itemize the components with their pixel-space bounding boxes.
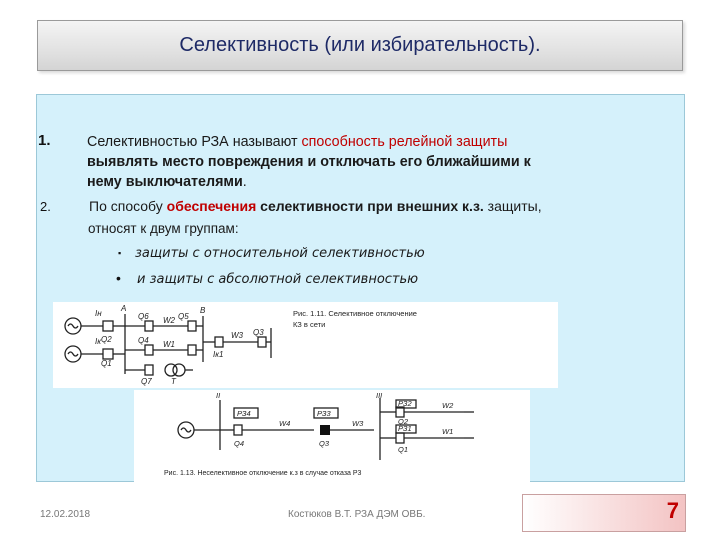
svg-text:Q1: Q1 (398, 445, 409, 454)
svg-text:A: A (121, 304, 127, 313)
item-1-plain: Селективностью РЗА называют (87, 134, 302, 150)
svg-text:Q4: Q4 (234, 439, 245, 448)
svg-text:Q2: Q2 (101, 335, 112, 344)
svg-text:РЗ4: РЗ4 (237, 409, 251, 418)
svg-text:II: II (216, 391, 221, 400)
svg-text:Q3: Q3 (319, 439, 330, 448)
item-1-line-3-bold: нему выключателями (87, 174, 243, 190)
figure-1-diagram (53, 302, 558, 388)
item-1-line-2: выявлять место повреждения и отключать его ближайшими к (87, 154, 531, 170)
item-2-plain-start: По способу (89, 198, 167, 214)
item-2-plain-end: защиты, (483, 198, 542, 214)
svg-text:W2: W2 (163, 316, 175, 325)
svg-text:III: III (376, 391, 383, 400)
svg-text:РЗ3: РЗ3 (317, 409, 331, 418)
svg-text:Q2: Q2 (398, 417, 409, 426)
svg-text:W3: W3 (231, 331, 243, 340)
item-2-line-1 (89, 196, 679, 216)
svg-text:Q7: Q7 (141, 377, 152, 386)
bullet-2-text: и защиты с абсолютной селективностью (137, 272, 419, 287)
svg-text:Q5: Q5 (178, 312, 189, 321)
svg-text:Q6: Q6 (138, 312, 149, 321)
bullet-2-marker: • (116, 270, 121, 286)
svg-text:Iк: Iк (95, 337, 101, 346)
svg-text:Т: Т (171, 377, 176, 386)
svg-text:РЗ2: РЗ2 (398, 399, 412, 408)
svg-text:Q3: Q3 (253, 328, 264, 337)
svg-text:W2: W2 (442, 401, 454, 410)
figure-1-caption-2: КЗ в сети (293, 320, 326, 329)
item-2-number: 2. (40, 199, 51, 214)
svg-text:W1: W1 (442, 427, 454, 436)
svg-text:W4: W4 (279, 419, 291, 428)
page-number: 7 (666, 498, 679, 523)
title-bar (37, 20, 683, 71)
figure-1-caption-1: Рис. 1.11. Селективное отключение (293, 309, 417, 318)
svg-text:Q1: Q1 (101, 359, 112, 368)
item-2-bold: селективности при внешних к.з. (256, 198, 484, 214)
item-1-number: 1. (38, 132, 51, 149)
bullet-1-text: защиты с относительной селективностью (135, 246, 425, 261)
footer-author: Костюков В.Т. РЗА ДЭМ ОВБ. (288, 509, 426, 520)
item-1-red: способность релейной защиты (301, 134, 508, 150)
item-1-line-1 (87, 132, 667, 152)
svg-text:B: B (200, 306, 206, 315)
svg-text:РЗ1: РЗ1 (398, 424, 412, 433)
svg-text:W1: W1 (163, 340, 175, 349)
svg-text:W3: W3 (352, 419, 364, 428)
svg-text:Q4: Q4 (138, 336, 149, 345)
svg-text:Iн: Iн (95, 309, 102, 318)
svg-text:Iк1: Iк1 (213, 350, 224, 359)
footer-date: 12.02.2018 (40, 509, 91, 520)
figure-2-diagram (134, 390, 530, 483)
slide-title: Селективность (или избирательность). (179, 34, 541, 56)
item-2-red: обеспечения (166, 198, 257, 214)
figure-2-caption: Рис. 1.13. Неселективное отключение к.з в случае отказа Р3 (164, 470, 362, 477)
figure-1 (53, 302, 558, 388)
bullet-1-marker: ▪ (118, 248, 122, 258)
item-1-line-3-end: . (242, 174, 247, 190)
item-1-line-3 (87, 172, 247, 192)
page-number-box (522, 494, 686, 532)
figure-2 (134, 390, 530, 483)
item-2-line-2: относят к двум группам: (88, 221, 239, 236)
